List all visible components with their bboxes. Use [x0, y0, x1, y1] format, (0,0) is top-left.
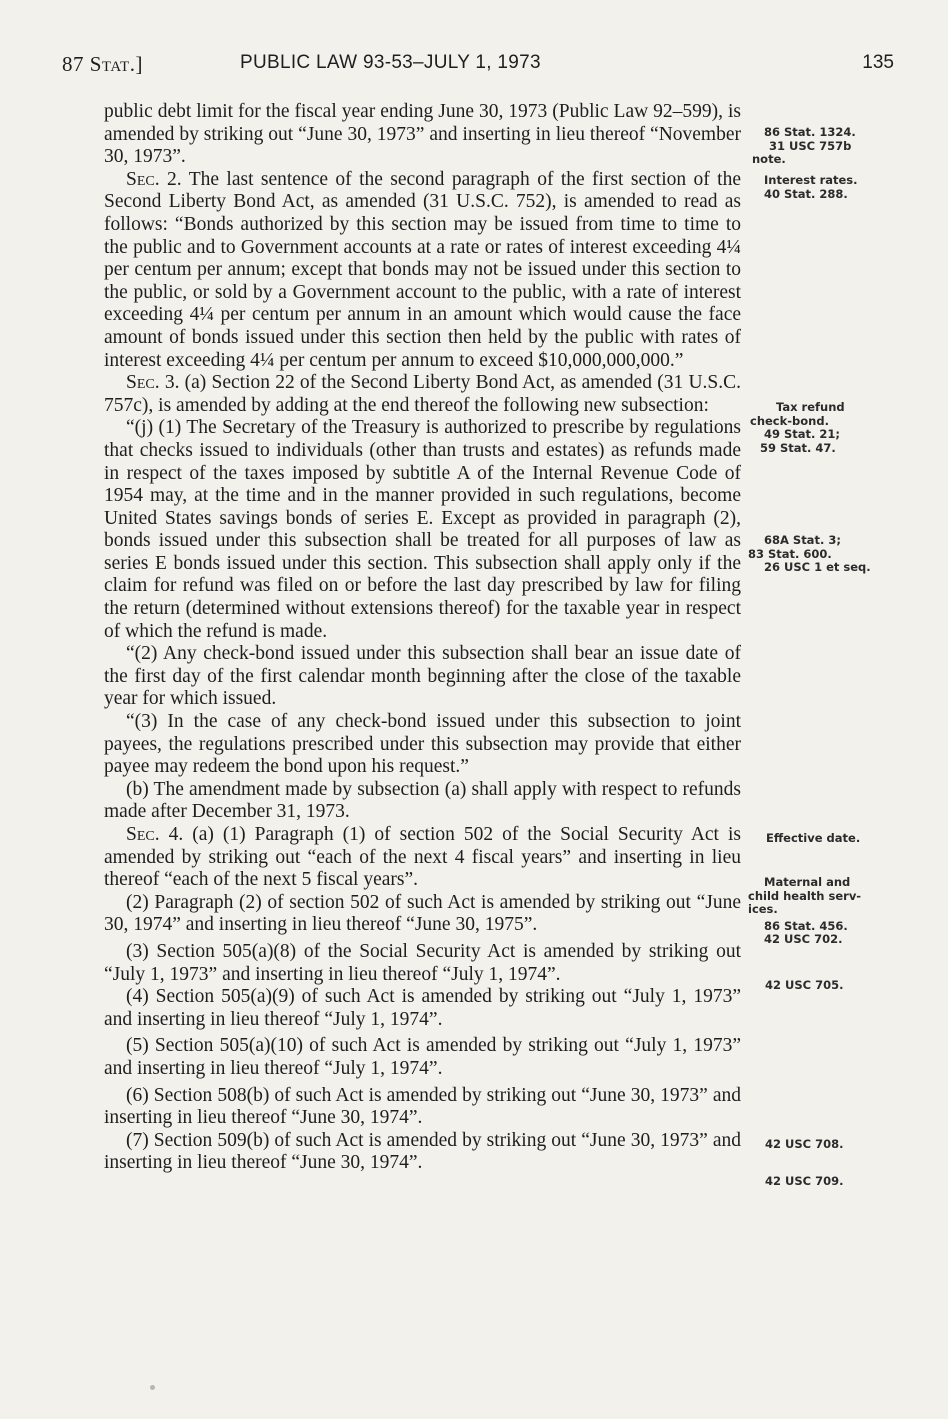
margin-note-line: 42 USC 705.: [765, 978, 844, 992]
margin-note-line: 86 Stat. 1324.: [764, 125, 856, 139]
margin-note-line: Effective date.: [766, 831, 861, 845]
law-title: PUBLIC LAW 93-53–JULY 1, 1973: [240, 52, 541, 73]
margin-note-line: 42 USC 708.: [765, 1137, 844, 1151]
margin-note-line: 31 USC 757b: [769, 138, 852, 153]
scan-speck: [150, 1385, 155, 1390]
margin-note-tax-refund: [750, 401, 845, 455]
section-label: Sec. 3.: [126, 372, 180, 394]
paragraph-sec-4-3: (3) Section 505(a)(8) of the Social Security Act is amended by striking out “July 1, 1973” and inserting in lieu thereof “July 1, 1974”.: [104, 940, 741, 985]
section-text: (a) Section 22 of the Second Liberty Bond Act, as amended (31 U.S.C. 757c), is amended by adding at the end thereof the following new subsection:: [104, 372, 741, 416]
margin-note-line: ices.: [748, 902, 778, 916]
margin-note-line: note.: [752, 152, 786, 166]
margin-note-line: 42 USC 709.: [765, 1174, 844, 1188]
paragraph-sec-4: [104, 824, 741, 892]
margin-note-line: 83 Stat. 600.: [748, 546, 832, 561]
paragraph-debt-limit: public debt limit for the fiscal year ending June 30, 1973 (Public Law 92–599), is amended by striking out “June 30, 1973” and inserting in lieu thereof “November 30, 1973”.: [104, 101, 741, 168]
margin-note-42-usc-709: [765, 1175, 843, 1189]
margin-note-line: Maternal and: [764, 875, 851, 889]
margin-note-42-usc-708: [765, 1138, 843, 1152]
section-text: (a) (1) Paragraph (1) of section 502 of the Social Security Act is amended by striking out “each of the next 4 fiscal years” and inserting in lieu thereof “each of the next 5 fiscal years”.: [104, 824, 741, 891]
paragraph-subsection-j1: “(j) (1) The Secretary of the Treasury is authorized to prescribe by regulations that checks issued to individuals (other than trusts and estates) as refunds made in respect of the taxes imposed by subtitle A of the Internal Revenue Code of 1954 may, at the time and in the manner provided in such regulations, become United States savings bonds of series E. Except as provided in paragraph (2), bonds issued under this subsection shall be treated for all purposes of law as series E bonds issued under this section. This subsection shall apply only if the claim for refund was filed on or before the last day prescribed by law for filing the return (determined without extensions thereof) for the taxable year in respect of which the refund is made.: [104, 417, 741, 642]
paragraph-subsection-j3: “(3) In the case of any check-bond issued under this subsection to joint payees, the regulations prescribed under this subsection may provide that either payee may redeem the bond upon his request.”: [104, 711, 741, 778]
margin-note-debt-limit: [752, 125, 856, 167]
margin-note-line: Interest rates.: [764, 173, 858, 187]
margin-note-line: 26 USC 1 et seq.: [764, 560, 871, 574]
margin-note-line: 40 Stat. 288.: [764, 186, 848, 201]
margin-note-maternal-child-health: [748, 876, 861, 947]
margin-note-line: 68A Stat. 3;: [764, 533, 841, 547]
body-text: [104, 101, 741, 1175]
paragraph-subsection-j2: “(2) Any check-bond issued under this subsection shall bear an issue date of the first day of the first calendar month beginning after the close of the taxable year for which issued.: [104, 643, 741, 710]
margin-note-line: 42 USC 702.: [764, 932, 843, 946]
margin-note-line: 59 Stat. 47.: [760, 440, 836, 455]
section-text: The last sentence of the second paragraph of the first section of the Second Liberty Bond Act, as amended (31 U.S.C. 752), is amended to read as follows: “Bonds authorized by this section may be issued from time to time to the public and to Government accounts at a rate or rates of interest exceeding 4¼ per centum per annum; except that bonds may not be issued under this section to the public, or sold by a Government account to the public, with a rate of interest exceeding 4¼ per centum per annum in an amount which would cause the face amount of bonds issued under this section then held by the public with rates of interest exceeding 4¼ per centum per annum to exceed $10,000,000,000.”: [104, 168, 741, 371]
paragraph-subsection-b: (b) The amendment made by subsection (a) shall apply with respect to refunds made after December 31, 1973.: [104, 778, 741, 823]
margin-note-42-usc-705: [765, 979, 843, 993]
section-label: Sec. 4.: [126, 824, 184, 845]
margin-note-line: Tax refund: [776, 400, 845, 414]
paragraph-sec-4-7: (7) Section 509(b) of such Act is amended by striking out “June 30, 1973” and inserting in lieu thereof “June 30, 1974”.: [104, 1129, 741, 1174]
margin-note-irc-1954: [748, 534, 871, 575]
margin-note-line: 86 Stat. 456.: [764, 918, 848, 933]
volume-citation: 87 Stat.]: [62, 52, 143, 76]
margin-note-line: 49 Stat. 21;: [764, 427, 841, 441]
paragraph-sec-4-4: (4) Section 505(a)(9) of such Act is amended by striking out “July 1, 1973” and inserting in lieu thereof “July 1, 1974”.: [104, 986, 741, 1030]
paragraph-sec-4-2: (2) Paragraph (2) of section 502 of such Act is amended by striking out “June 30, 1974” and inserting in lieu thereof “June 30, 1975”.: [104, 891, 741, 936]
page-number: 135: [862, 52, 894, 73]
margin-note-line: check-bond.: [750, 413, 829, 428]
paragraph-sec-2: [104, 169, 741, 372]
paragraph-sec-3: [104, 372, 741, 417]
paragraph-sec-4-6: (6) Section 508(b) of such Act is amended by striking out “June 30, 1973” and inserting in lieu thereof “June 30, 1974”.: [104, 1084, 741, 1129]
paragraph-sec-4-5: (5) Section 505(a)(10) of such Act is amended by striking out “July 1, 1973” and inserting in lieu thereof “July 1, 1974”.: [104, 1035, 741, 1079]
margin-note-effective-date: [766, 832, 860, 846]
margin-note-interest-rates: [764, 174, 858, 201]
margin-note-line: child health serv-: [748, 888, 862, 903]
page-header: [62, 52, 894, 82]
section-label: Sec. 2.: [126, 168, 182, 190]
